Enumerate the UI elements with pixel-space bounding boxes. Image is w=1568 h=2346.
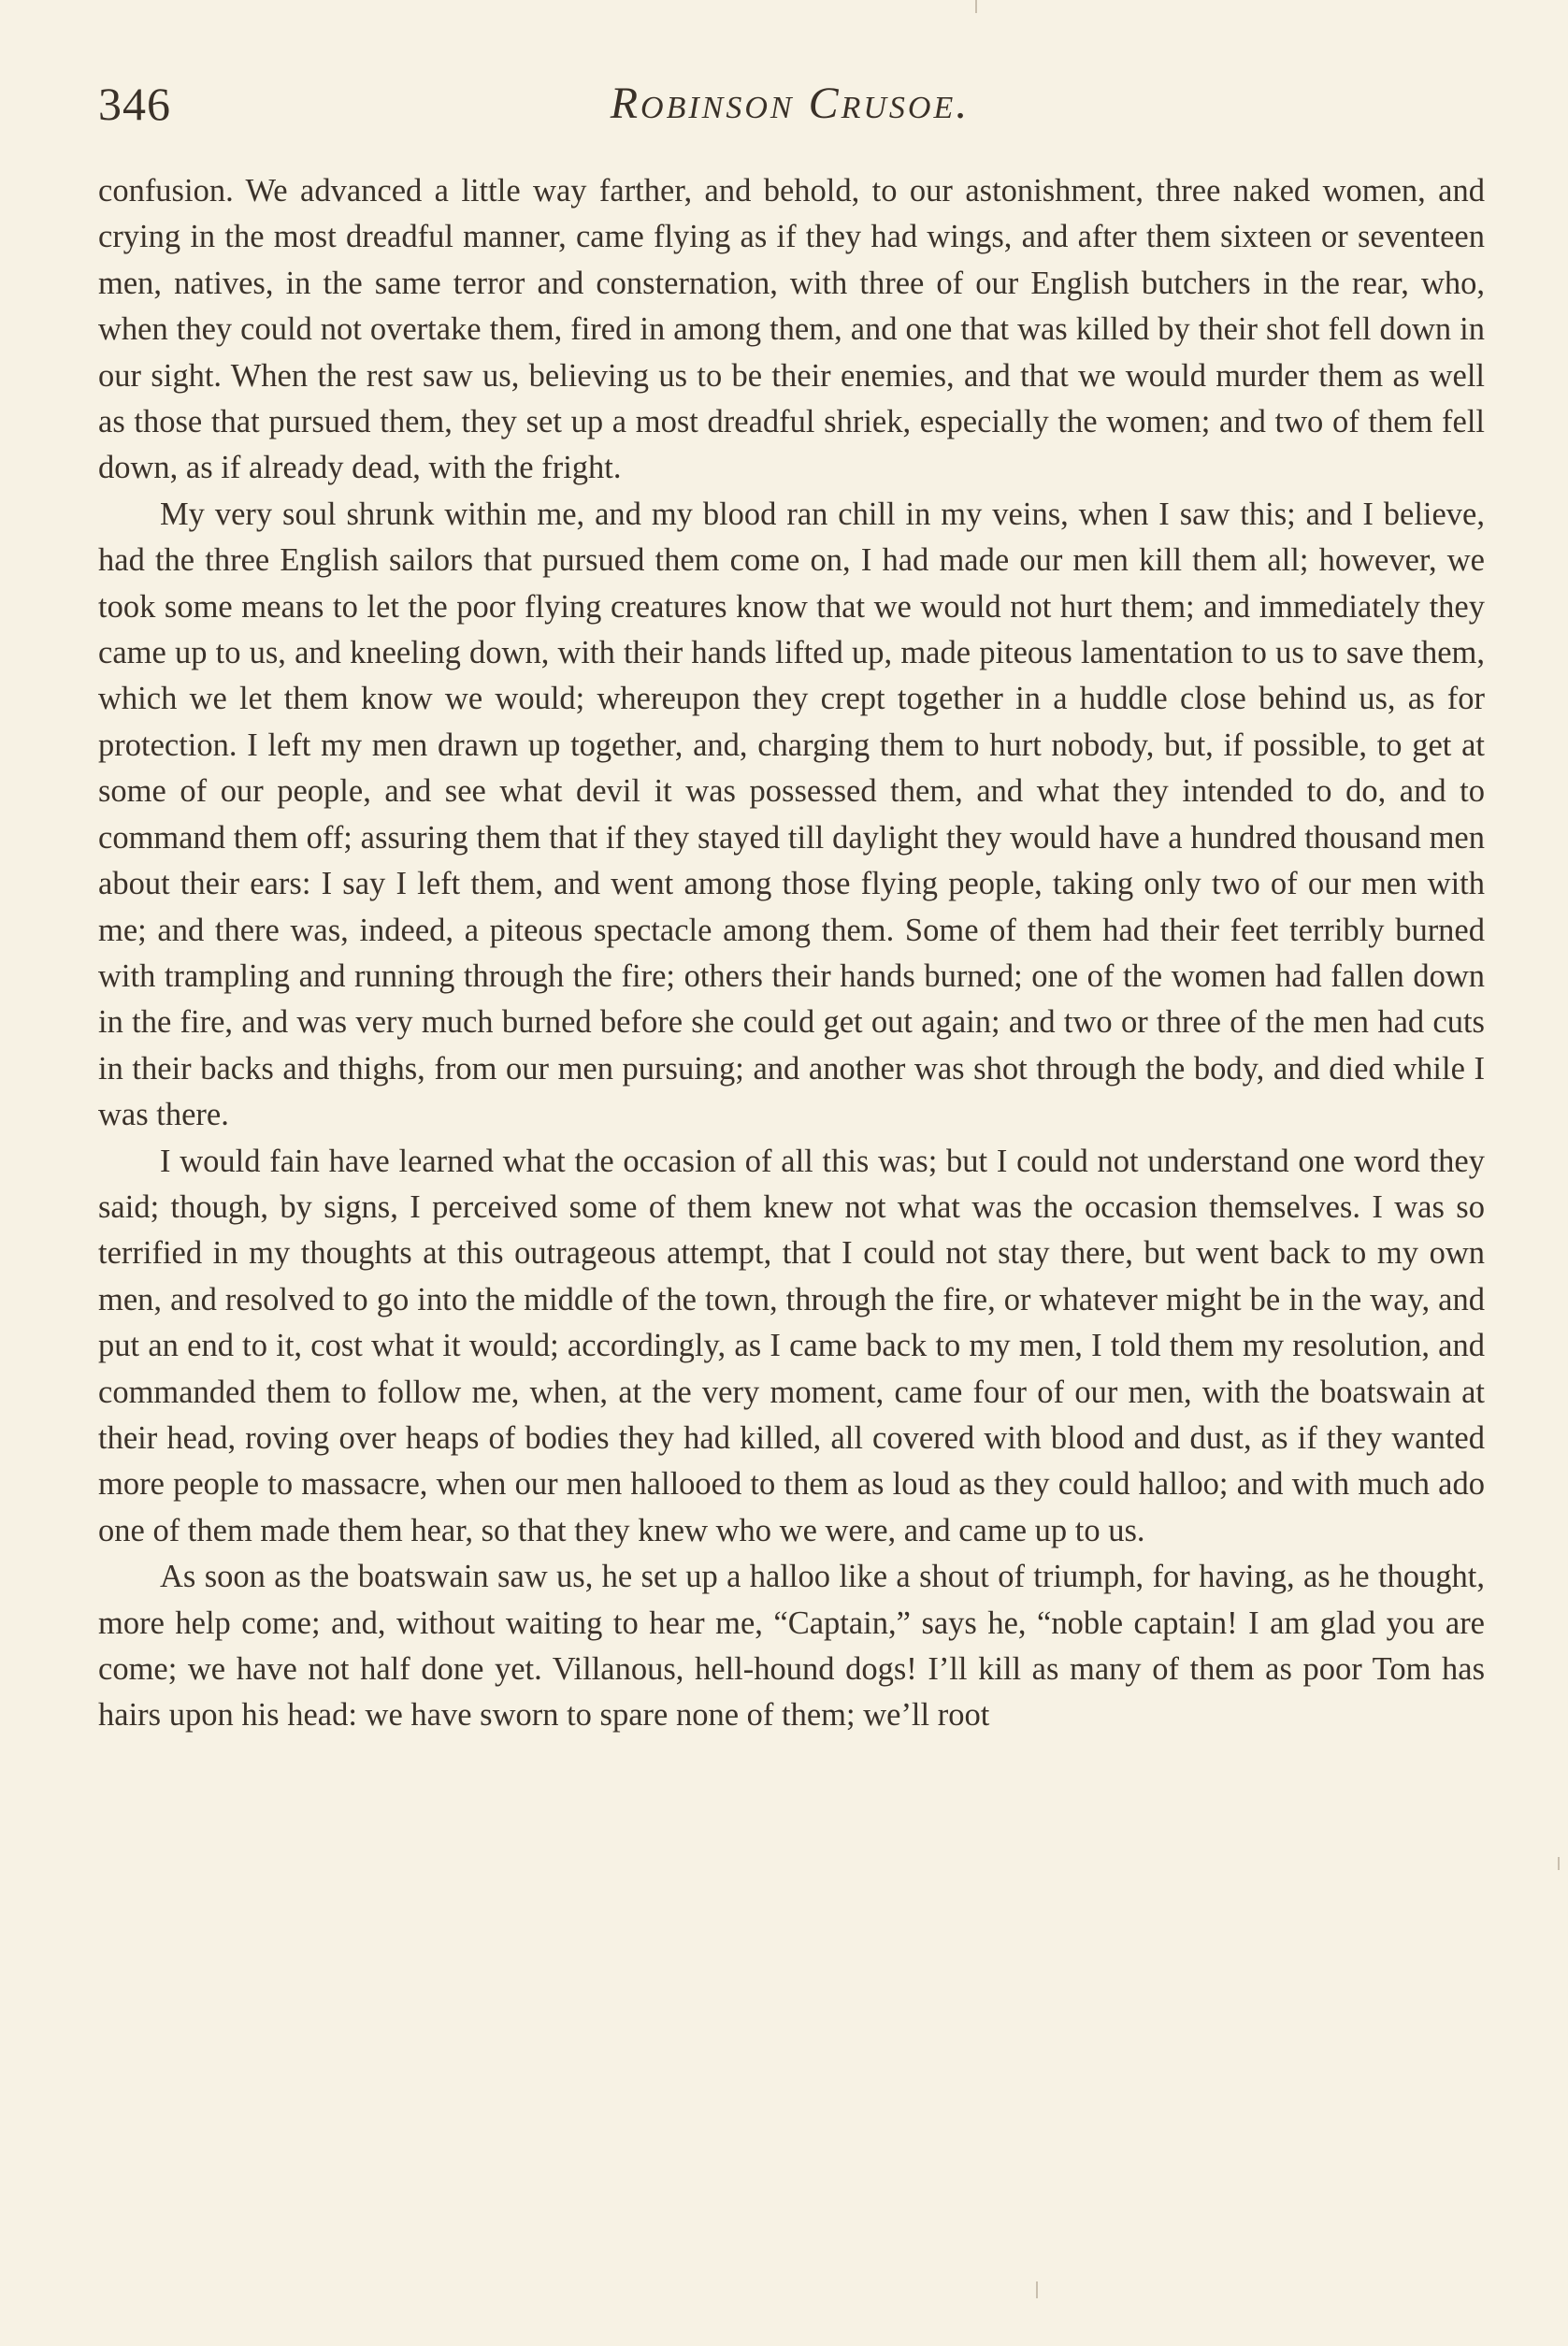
- page-header: [98, 71, 1482, 137]
- margin-mark-bottom: [1036, 2281, 1038, 2298]
- body-text: [98, 168, 1485, 1739]
- paragraph-2: My very soul shrunk within me, and my blood ran chill in my veins, when I saw this; and I believe, had the three English sailors that pursued them come on, I had made our men kill them all; however, we took some means to let the poor flying creatures know that we would not hurt them; and immediately they came up to us, and kneeling down, with their hands lifted up, made piteous lamentation to us to save them, which we let them know we would; whereupon they crept together in a huddle close behind us, as for protection. I left my men drawn up together, and, charging them to hurt nobody, but, if possible, to get at some of our people, and see what devil it was possessed them, and what they intended to do, and to command them off; assuring them that if they stayed till daylight they would have a hundred thousand men about their ears: I say I left them, and went among those flying people, taking only two of our men with me; and there was, indeed, a piteous spectacle among them. Some of them had their feet terribly burned with trampling and running through the fire; others their hands burned; one of the women had fallen down in the fire, and was very much burned before she could get out again; and two or three of the men had cuts in their backs and thighs, from our men pursuing; and another was shot through the body, and died while I was there.: [98, 496, 1485, 1133]
- paragraph-1: confusion. We advanced a little way farther, and behold, to our astonishment, three naked women, and crying in the most dreadful manner, came flying as if they had wings, and after them sixteen or seventeen men, natives, in the same terror and consternation, with three of our English butchers in the rear, who, when they could not overtake them, fired in among them, and one that was killed by their shot fell down in our sight. When the rest saw us, believing us to be their enemies, and that we would murder them as well as those that pursued them, they set up a most dreadful shriek, especially the women; and two of them fell down, as if already dead, with the fright.: [98, 173, 1485, 486]
- margin-mark-right: [1558, 1857, 1560, 1870]
- paragraph-4: As soon as the boatswain saw us, he set up a halloo like a shout of triumph, for having, as he thought, more help come; and, without waiting to hear me, “Captain,” says he, “noble captain! I am glad you are come; we have not half done yet. Villanous, hell-hound dogs! I’ll kill as many of them as poor Tom has hairs upon his head: we have sworn to spare none of them; we’ll root: [98, 1559, 1485, 1734]
- running-title: Robinson Crusoe.: [610, 79, 971, 128]
- margin-mark-top: [975, 0, 977, 13]
- paragraph-3: I would fain have learned what the occasion of all this was; but I could not understand one word they said; though, by signs, I perceived some of them knew not what was the occasion themselves. I was so terrified in my thoughts at this outrageous attempt, that I could not stay there, but went back to my own men, and resolved to go into the middle of the town, through the fire, or whatever might be in the way, and put an end to it, cost what it would; accordingly, as I came back to my men, I told them my resolution, and commanded them to follow me, when, at the very moment, came four of our men, with the boatswain at their head, roving over heaps of bodies they had killed, all covered with blood and dust, as if they wanted more people to massacre, when our men hallooed to them as loud as they could halloo; and with much ado one of them made them hear, so that they knew who we were, and came up to us.: [98, 1143, 1485, 1548]
- page-number: 346: [98, 78, 171, 130]
